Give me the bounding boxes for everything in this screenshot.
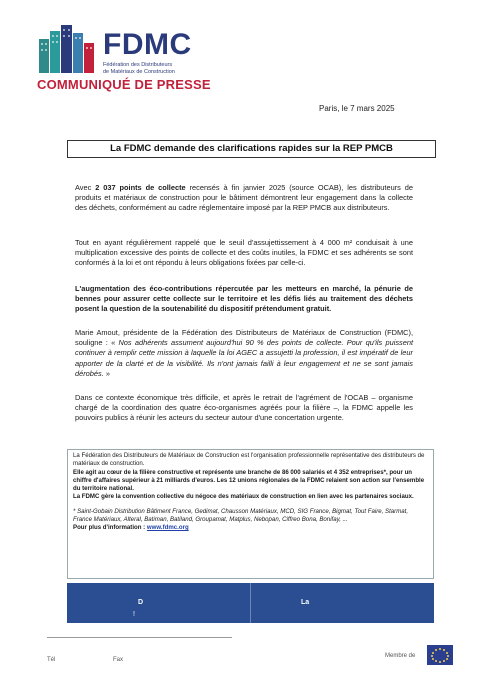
website-link[interactable]: www.fdmc.org [146,524,189,532]
logo-subtitle-line1: Fédération des Distributeurs [103,62,173,68]
contact-band [67,583,434,623]
footer-tel: Tél [47,657,56,663]
about-line-2: Elle agit au cœur de la filière constructive et représente une branche de 86 000 salariés et 4 352 entreprises*, pour un chiffre d'affaires supérieur à 21 milliards d'euros. Les 12 unions régionales de la FDMC relaient son action sur l'ensemble du territoire national. [73,468,425,493]
p1-text-c: recensés à fin janvier 2025 (source OCAB), les distributeurs de produits et matériaux de construction pour le bâtiment démontrent leur engagement dans la collecte des déchets, conformément au cadre réglementaire imposé par la REP PMCB aux distributeurs. [75,183,413,213]
footer-divider [47,637,232,638]
paragraph-call-to-action: Dans ce contexte économique très difficile, et après le retrait de l'agrément de l'OCAB – organisme chargé de la coordination des quatre éco-organismes agréés pour la filière –, la FDMC appelle les pouvoirs publics à réunir les acteurs du secteur autour d'une concertation urgente. [75,393,413,423]
paragraph-president-quote [75,328,413,379]
fdmc-logo-buildings-icon [37,25,95,73]
paragraph-eco-contributions: L'augmentation des éco-contributions répercutée par les metteurs en marché, la pénurie de bennes pour assurer cette collecte sur le territoire et les défis liés au traitement des déchets posent la question de la soutenabilité du dispositif prétendument gratuit. [75,284,413,314]
footer-member-label: Membre de [385,653,416,659]
more-info-label: Pour plus d'information : [73,524,147,532]
p1-highlight: 2 037 points de collecte [95,183,186,192]
logo-subtitle-line2: de Matériaux de Construction [103,68,175,75]
paragraph-collection-points [75,183,413,214]
footer-fax: Fax [113,657,124,663]
about-fdmc-box [67,449,434,579]
p1-text-a: Avec [75,183,96,192]
fdmc-logo [103,30,192,75]
eu-flag-icon [427,645,453,665]
contact-band-left-mark: ! [133,611,135,618]
more-info-line [73,524,428,532]
release-date: Paris, le 7 mars 2025 [319,104,395,113]
p4-quote: Nos adhérents assument aujourd'hui 90 % des points de collecte. Pour qu'ils puissent continuer à remplir cette mission à laquelle la loi AGEC a assujetti la profession, il est impératif de leur apporter de la clarté et de la visibilité. Ils n'ont jamais failli à leur engagement et ne se sont jamais dérobés. [75,338,414,378]
page-title: La FDMC demande des clarifications rapides sur la REP PMCB [67,140,436,158]
p4-close: » [103,368,110,378]
contact-band-right [251,583,434,623]
about-line-1: La Fédération des Distributeurs de Matériaux de Construction est l'organisation professionnelle représentative des distributeurs de matériaux de construction. [73,452,425,468]
contact-band-left-letter: D [138,599,144,606]
contact-band-right-letter: La [301,599,310,606]
paragraph-threshold: Tout en ayant régulièrement rappelé que le seuil d'assujettissement à 4 000 m² conduisait à une multiplication excessive des points de collecte et des coûts inutiles, la FDMC et ses adhérents se sont conformés à la loi et ont répondu à leurs obligations fixées par celle-ci. [75,238,413,268]
about-line-3: La FDMC gère la convention collective du négoce des matériaux de construction en lien avec les partenaires sociaux. [73,493,414,501]
p4-intro: Marie Amout, présidente de la Fédération des Distributeurs de Matériaux de Construction (FDMC), souligne : « [75,328,413,348]
members-footnote: * Saint-Gobain Distribution Bâtiment France, Gedimat, Chausson Matériaux, MCD, SIG France, Bigmat, Tout Faire, Starmat, France Matériaux, Alteral, Batiman, Batiland, Groupamat, Matplus, Nebopan, Ciffreo Bona, Bonifay, ... [73,507,409,524]
press-release-label: COMMUNIQUÉ DE PRESSE [37,77,211,92]
logo-name: FDMC [103,28,192,61]
contact-band-left [67,583,251,623]
